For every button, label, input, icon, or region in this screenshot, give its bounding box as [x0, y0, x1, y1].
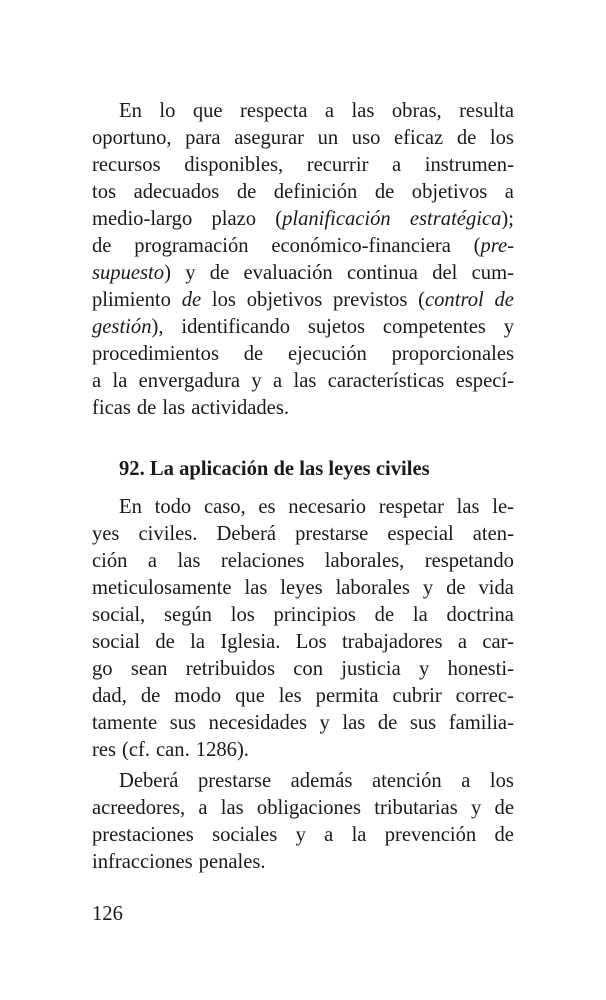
word: económico-financiera: [271, 235, 451, 257]
word: sujetos: [307, 316, 366, 338]
word: a: [273, 370, 283, 392]
text-line: [92, 494, 514, 521]
word: aten-: [472, 523, 514, 545]
word: según: [163, 604, 212, 626]
word: relaciones: [220, 550, 305, 572]
word: asegurar: [234, 127, 304, 149]
word: oportuno,: [92, 127, 172, 149]
word: plazo: [211, 208, 257, 230]
word: y: [319, 712, 330, 734]
text-line: [92, 98, 514, 125]
word: tos: [92, 181, 117, 203]
word: la: [112, 370, 128, 392]
word: los: [211, 289, 236, 311]
word: honesti-: [447, 658, 514, 680]
word: dad,: [92, 685, 127, 707]
word: de: [374, 604, 395, 626]
word: estratégica);: [409, 208, 514, 230]
text-line: [92, 341, 514, 368]
word: cubrir: [392, 685, 442, 707]
word: Iglesia.: [220, 631, 281, 653]
word: las: [351, 100, 375, 122]
word: ejecución: [287, 343, 367, 365]
word: infracciones: [92, 851, 193, 873]
word: de: [377, 712, 398, 734]
word: necesario: [288, 496, 367, 518]
text-line: [92, 548, 514, 575]
word: actividades.: [191, 397, 289, 419]
text-line: [92, 368, 514, 395]
word: a: [461, 770, 471, 792]
word: y: [419, 658, 430, 680]
word: obras,: [391, 100, 442, 122]
word: social: [92, 631, 141, 653]
word: las: [162, 397, 186, 419]
word: prevención: [384, 824, 477, 846]
word: sean: [130, 658, 168, 680]
word: objetivos: [411, 181, 488, 203]
word: cum-: [471, 262, 514, 284]
word: prestarse: [295, 523, 369, 545]
text-line: [92, 125, 514, 152]
word: de: [446, 577, 466, 599]
word: de: [243, 343, 264, 365]
word: retribuidos: [185, 658, 275, 680]
word: y: [185, 262, 196, 284]
word: laborales: [335, 577, 410, 599]
word: que: [192, 100, 223, 122]
text-line: [92, 260, 514, 287]
text-line: [92, 206, 514, 233]
word: gestión),: [92, 316, 164, 338]
text-line: [92, 822, 514, 849]
word: (control: [418, 289, 484, 311]
word: principios: [273, 604, 356, 626]
text-line: [92, 287, 514, 314]
word: go: [92, 658, 113, 680]
word: En: [119, 100, 142, 122]
word: eficaz: [394, 127, 444, 149]
word: a: [457, 631, 468, 653]
word: trabajadores: [341, 631, 443, 653]
word: res: [92, 739, 117, 761]
word: familia-: [448, 712, 514, 734]
section-heading: 92. La aplicación de las leyes civiles: [119, 458, 430, 480]
word: sus: [409, 712, 437, 734]
page-number: 126: [92, 903, 123, 925]
word: instrumen-: [424, 154, 514, 176]
word: respetar: [378, 496, 444, 518]
word: 1286).: [195, 739, 249, 761]
word: las: [342, 712, 366, 734]
word: de: [140, 685, 161, 707]
word: especí-: [455, 370, 514, 392]
word: Deberá: [216, 523, 276, 545]
word: a: [92, 370, 102, 392]
text-line: [92, 656, 514, 683]
word: tributarias: [374, 797, 458, 819]
word: objetivos: [246, 289, 323, 311]
word: las: [220, 797, 244, 819]
word: laborales,: [324, 550, 405, 572]
word: la: [351, 824, 367, 846]
word: competentes: [382, 316, 486, 338]
word: respecta: [240, 100, 308, 122]
word: supuesto): [92, 262, 171, 284]
word: les: [278, 685, 302, 707]
text-line: [92, 395, 514, 422]
word: sus: [169, 712, 197, 734]
word: Los: [295, 631, 327, 653]
word: además: [290, 770, 353, 792]
word: atención: [371, 770, 442, 792]
word: y: [470, 797, 482, 819]
word: recurrir: [306, 154, 369, 176]
word: y: [295, 824, 306, 846]
word: lo: [159, 100, 176, 122]
word: de: [181, 289, 202, 311]
word: las: [244, 577, 268, 599]
word: proporcionales: [391, 343, 514, 365]
word: yes: [92, 523, 120, 545]
word: de: [209, 262, 230, 284]
word: En: [119, 496, 142, 518]
word: modo: [174, 685, 222, 707]
word: necesidades: [208, 712, 307, 734]
word: continua: [347, 262, 418, 284]
word: (cf.: [122, 739, 151, 761]
paragraph-1: [92, 98, 514, 422]
word: es: [258, 496, 276, 518]
word: la: [190, 631, 206, 653]
word: de: [456, 127, 477, 149]
word: adecuados: [133, 181, 220, 203]
word: a: [392, 154, 402, 176]
word: civiles.: [138, 523, 198, 545]
text-line: [92, 683, 514, 710]
word: las: [293, 370, 317, 392]
word: resulta: [459, 100, 514, 122]
word: programación: [134, 235, 249, 257]
word: la: [412, 604, 428, 626]
text-line: [92, 602, 514, 629]
word: de: [494, 289, 514, 311]
word: de: [155, 631, 175, 653]
word: respetando: [424, 550, 514, 572]
word: ficas: [92, 397, 131, 419]
word: prestaciones: [92, 824, 194, 846]
word: leyes: [280, 577, 323, 599]
text-line: [92, 849, 514, 876]
word: a: [324, 824, 334, 846]
word: de: [236, 181, 257, 203]
word: recursos: [92, 154, 161, 176]
word: a: [198, 797, 208, 819]
word: los: [489, 770, 514, 792]
word: y: [422, 577, 434, 599]
word: y: [251, 370, 262, 392]
word: disponibles,: [184, 154, 284, 176]
word: penales.: [198, 851, 266, 873]
word: todo: [154, 496, 192, 518]
text-line: [92, 152, 514, 179]
word: ción: [92, 550, 128, 572]
text-line: [92, 521, 514, 548]
text-line: [92, 710, 514, 737]
text-line: [92, 314, 514, 341]
word: para: [185, 127, 221, 149]
word: a: [504, 181, 514, 203]
word: justicia: [341, 658, 401, 680]
word: le-: [492, 496, 514, 518]
word: correc-: [455, 685, 514, 707]
word: las: [456, 496, 480, 518]
word: de: [374, 181, 395, 203]
word: tamente: [92, 712, 158, 734]
word: doctrina: [446, 604, 514, 626]
word: definición: [273, 181, 358, 203]
word: a: [324, 100, 335, 122]
word: (pre-: [473, 235, 514, 257]
word: identificando: [181, 316, 291, 338]
word: medio-largo: [92, 208, 193, 230]
word: de: [494, 797, 514, 819]
word: previstos: [333, 289, 408, 311]
word: y: [503, 316, 514, 338]
word: can.: [156, 739, 190, 761]
word: con: [293, 658, 323, 680]
text-line: [92, 575, 514, 602]
word: de: [494, 824, 514, 846]
word: especial: [387, 523, 454, 545]
word: permita: [315, 685, 379, 707]
word: meticulosamente: [92, 577, 232, 599]
word: plimiento: [92, 289, 171, 311]
text-line: [92, 737, 514, 764]
word: envergadura: [138, 370, 241, 392]
paragraph-2: [92, 494, 514, 764]
word: a: [147, 550, 158, 572]
word: de: [136, 397, 157, 419]
word: prestarse: [197, 770, 272, 792]
word: las: [177, 550, 201, 572]
text-line: [92, 629, 514, 656]
word: Deberá: [119, 770, 179, 792]
word: obligaciones: [256, 797, 362, 819]
word: (planificación: [275, 208, 391, 230]
word: características: [327, 370, 445, 392]
text-line: [92, 179, 514, 206]
paragraph-3: [92, 768, 514, 876]
word: los: [489, 127, 514, 149]
word: vida: [478, 577, 514, 599]
word: procedimientos: [92, 343, 219, 365]
word: que: [235, 685, 265, 707]
word: caso,: [203, 496, 246, 518]
word: de: [92, 235, 112, 257]
word: acreedores,: [92, 797, 186, 819]
text-line: [92, 768, 514, 795]
word: car-: [482, 631, 514, 653]
word: evaluación: [243, 262, 333, 284]
word: los: [230, 604, 255, 626]
text-line: [92, 795, 514, 822]
word: uso: [351, 127, 381, 149]
word: social,: [92, 604, 146, 626]
word: sociales: [212, 824, 278, 846]
word: del: [432, 262, 458, 284]
text-line: [92, 233, 514, 260]
word: un: [317, 127, 339, 149]
